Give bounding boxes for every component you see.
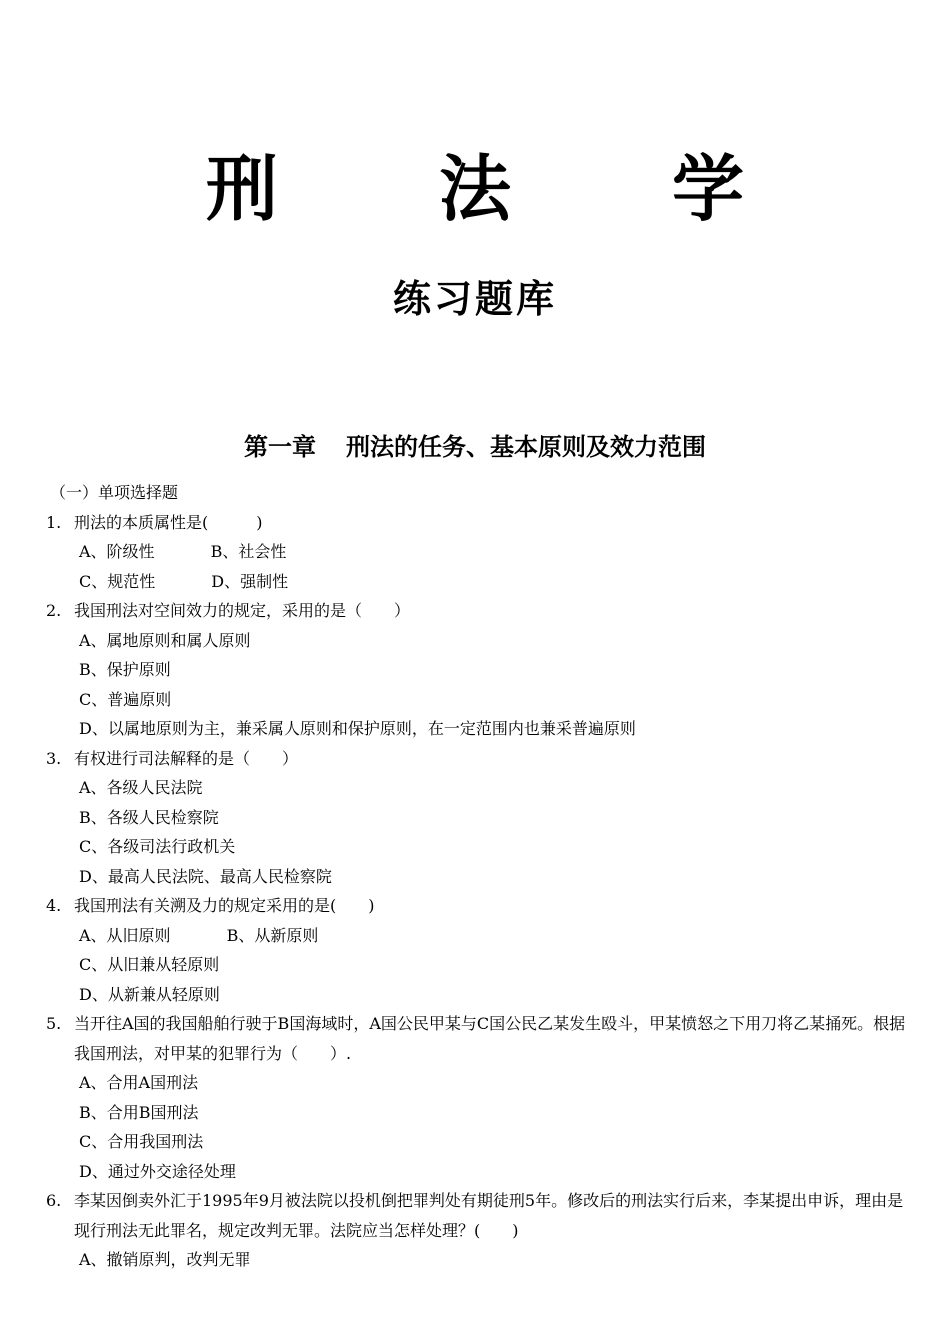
question-number: 3. [46,748,62,768]
option-row [46,1157,912,1187]
option-row [46,803,912,833]
answer-option: B、合用B国刑法 [79,1102,199,1122]
answer-option: D、以属地原则为主，兼采属人原则和保护原则，在一定范围内也兼采普遍原则 [79,719,636,738]
question-number: 2. [46,601,62,620]
option-row [46,862,912,892]
answer-option: D、从新兼从轻原则 [79,984,220,1004]
answer-option: D、最高人民法院、最高人民检察院 [79,866,332,886]
answer-option: A、各级人民法院 [79,778,203,797]
option-row [46,626,912,656]
question-text: 我国刑法有关溯及力的规定采用的是( ) [74,896,375,915]
answer-option: A、阶级性 [79,542,155,561]
question-3 [46,744,912,774]
question-2 [46,596,912,626]
question-text: 有权进行司法解释的是（ ） [74,748,299,768]
option-row [46,655,912,685]
answer-option: C、从旧兼从轻原则 [79,955,220,974]
option-row [46,832,912,862]
question-number: 6. [46,1191,62,1210]
option-row [46,714,912,744]
question-text: 我国刑法对空间效力的规定，采用的是（ ） [74,601,411,620]
question-4 [46,891,912,921]
document-subtitle: 练习题库 [392,277,557,321]
question-1 [46,508,912,538]
option-row [46,1245,912,1275]
answer-option: A、从旧原则 [79,925,171,945]
question-number: 1. [46,512,62,532]
answer-option: B、从新原则 [226,925,319,945]
answer-option: C、各级司法行政机关 [79,837,236,856]
answer-option: A、撤销原判，改判无罪 [79,1250,251,1269]
answer-option: D、强制性 [211,571,289,591]
answer-option: A、属地原则和属人原则 [79,630,251,650]
answer-option: A、合用A国刑法 [79,1073,199,1092]
option-row [46,980,912,1010]
chapter-label: 第一章 [244,432,316,461]
answer-option: B、社会性 [210,542,287,561]
question-text: 李某因倒卖外汇于1995年9月被法院以投机倒把罪判处有期徒刑5年。修改后的刑法实行后来，李某提出申诉，理由是现行刑法无此罪名，规定改判无罪。法院应当怎样处理？( ) [74,1191,904,1240]
question-number: 5. [46,1014,62,1033]
option-row [46,1127,912,1157]
option-row [46,1098,912,1128]
option-row [46,567,912,597]
option-row [46,685,912,715]
chapter-name: 刑法的任务、基本原则及效力范围 [346,432,706,461]
answer-option: C、合用我国刑法 [79,1132,204,1151]
question-list [46,478,912,1275]
chapter-heading [0,430,950,464]
answer-option: C、普遍原则 [79,689,172,709]
option-row [46,950,912,980]
answer-option: D、通过外交途径处理 [79,1161,236,1181]
option-row [46,537,912,567]
question-text: 刑法的本质属性是( ) [74,512,263,532]
answer-option: B、保护原则 [79,660,171,679]
question-5 [46,1009,912,1068]
answer-option: B、各级人民检察院 [79,807,219,827]
question-6 [46,1186,912,1245]
question-text: 当开往A国的我国船舶行驶于B国海域时，A国公民甲某与C国公民乙某发生殴斗，甲某愤怒之下用刀将乙某捅死。根据我国刑法，对甲某的犯罪行为（ ）. [74,1014,906,1063]
option-row [46,1068,912,1098]
document-title: 刑 法 学 [205,147,813,231]
option-row [46,921,912,951]
question-number: 4. [46,896,62,915]
section-heading: （一）单项选择题 [50,483,179,502]
answer-option: C、规范性 [79,571,156,591]
option-row [46,773,912,803]
